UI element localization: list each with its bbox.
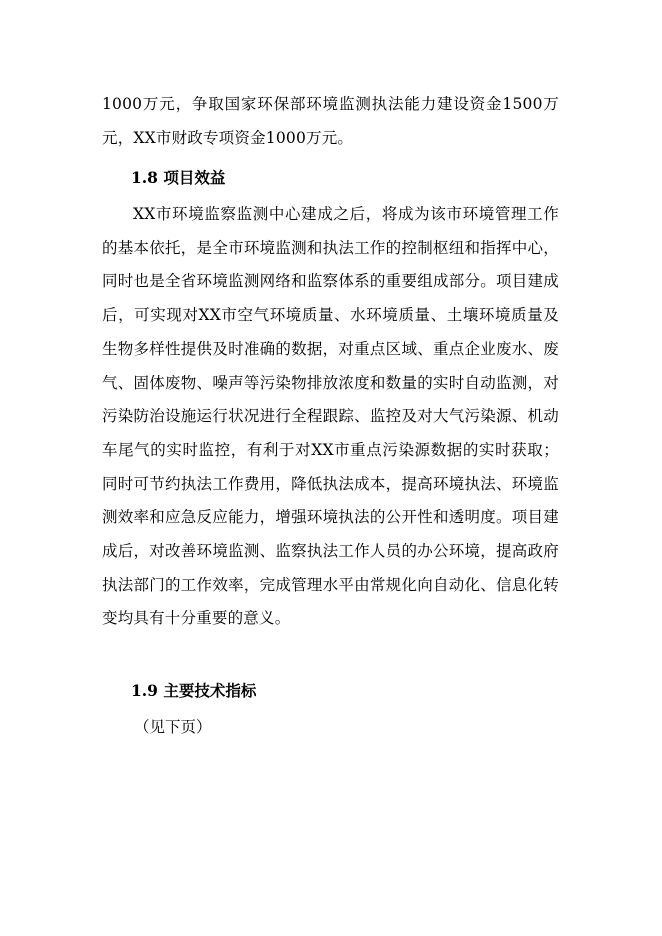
intro-paragraph: 1000万元，争取国家环保部环境监测执法能力建设资金1500万元，XX市财政专项资金1000万元。 xyxy=(102,95,559,147)
project-benefits-paragraph: XX市环境监察监测中心建成之后，将成为该市环境管理工作的基本依托，是全市环境监测和执法工作的控制枢纽和指挥中心，同时也是全省环境监测网络和监察体系的重要组成部分。项目建成后，可实现对XX市空气环境质量、水环境质量、土壤环境质量及生物多样性提供及时准确的数据，对重点区域、重点企业废水、废气、固体废物、噪声等污染物排放浓度和数量的实时自动监测，对污染防治设施运行状况进行全程跟踪、监控及对大气污染源、机动车尾气的实时监控，有利于对XX市重点污染源数据的实时获取；同时可节约执法工作费用，降低执法成本，提高环境执法、环境监测效率和应急反应能力，增强环境执法的公开性和透明度。项目建成后，对改善环境监测、监察执法工作人员的办公环境，提高政府执法部门的工作效率，完成管理水平由常规化向自动化、信息化转变均具有十分重要的意义。 xyxy=(102,205,559,628)
section-heading-project-benefits: 1.8 项目效益 xyxy=(131,168,226,187)
section-heading-technical-indicators: 1.9 主要技术指标 xyxy=(131,681,257,700)
see-next-page-note: （见下页） xyxy=(134,718,212,736)
